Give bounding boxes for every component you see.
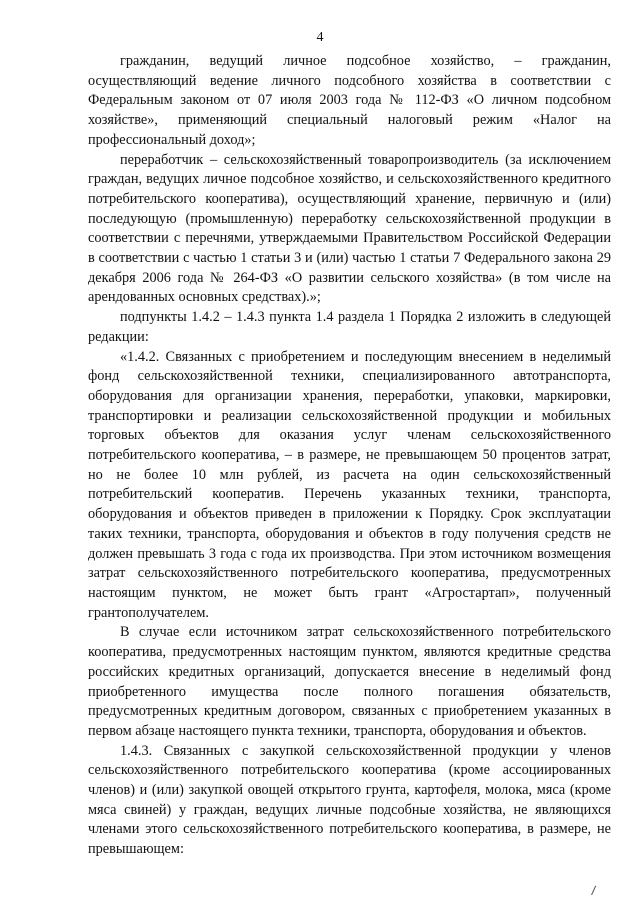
page-number: 4: [316, 30, 324, 45]
paragraph-subpoint-1-4-3: 1.4.3. Связанных с закупкой сельскохозяйственной продукции у членов сельскохозяйственного потребительского кооператива (кроме ассоциированных членов) и (или) закупкой овощей открытого грунта, картофеля, молока, мяса (кроме мяса свиней) у граждан, ведущих личные подсобные хозяйства, не являющихся членами этого сельскохозяйственного потребительского кооператива, в размере, не превышающем:: [88, 742, 611, 858]
paragraph-credit-funds: В случае если источником затрат сельскохозяйственного потребительского кооператива, предусмотренных настоящим пунктом, являются кредитные средства российских кредитных организаций, допускается внесение в неделимый фонд приобретенного имущества после полного погашения обязательств, предусмотренных кредитным договором, связанных с приобретением указанных в первом абзаце настоящего пункта техники, транспорта, оборудования и объектов.: [88, 624, 611, 739]
paragraph-amendment-intro: подпункты 1.4.2 – 1.4.3 пункта 1.4 раздела 1 Порядка 2 изложить в следующей редакции:: [88, 309, 611, 345]
paragraph-definition-processor: переработчик – сельскохозяйственный товаропроизводитель (за исключением граждан, ведущих личное подсобное хозяйство, и сельскохозяйственного кредитного потребительского кооператива), осуществляющий хранение, первичную и (или) последующую (промышленную) переработку сельскохозяйственной продукции в соответствии с перечнями, утверждаемыми Правительством Российской Федерации в соответствии с частью 1 статьи 3 и (или) частью 1 статьи 7 Федерального закона 29 декабря 2006 года № 264-ФЗ «О развитии сельского хозяйства» (в том числе на арендованных основных средствах).»;: [88, 151, 611, 306]
document-body: [88, 52, 611, 860]
paragraph-subpoint-1-4-2: «1.4.2. Связанных с приобретением и последующим внесением в неделимый фонд сельскохозяйственной техники, специализированного автотранспорта, оборудования для организации хранения, переработки, упаковки, маркировки, транспортировки и реализации сельскохозяйственной продукции и мобильных торговых объектов для оказания услуг членам сельскохозяйственного потребительского кооператива, – в размере, не превышающем 50 процентов затрат, но не более 10 млн рублей, из расчета на один сельскохозяйственный потребительский кооператив. Перечень указанных техники, транспорта, оборудования и объектов приведен в приложении к Порядку. Срок эксплуатации таких техники, транспорта, оборудования и объектов в году получения средств не должен превышать 3 года с года их производства. При этом источником возмещения затрат сельскохозяйственного потребительского кооператива, предусмотренных настоящим пунктом, не может быть грант «Агростартап», полученный грантополучателем.: [88, 348, 611, 621]
scan-mark: [591, 886, 599, 897]
paragraph-definition-citizen: гражданин, ведущий личное подсобное хозяйство, – гражданин, осуществляющий ведение личного подсобного хозяйства в соответствии с Федеральным законом от 07 июля 2003 года № 112-ФЗ «О личном подсобном хозяйстве», применяющий специальный налоговый режим «Налог на профессиональный доход»;: [88, 53, 611, 148]
